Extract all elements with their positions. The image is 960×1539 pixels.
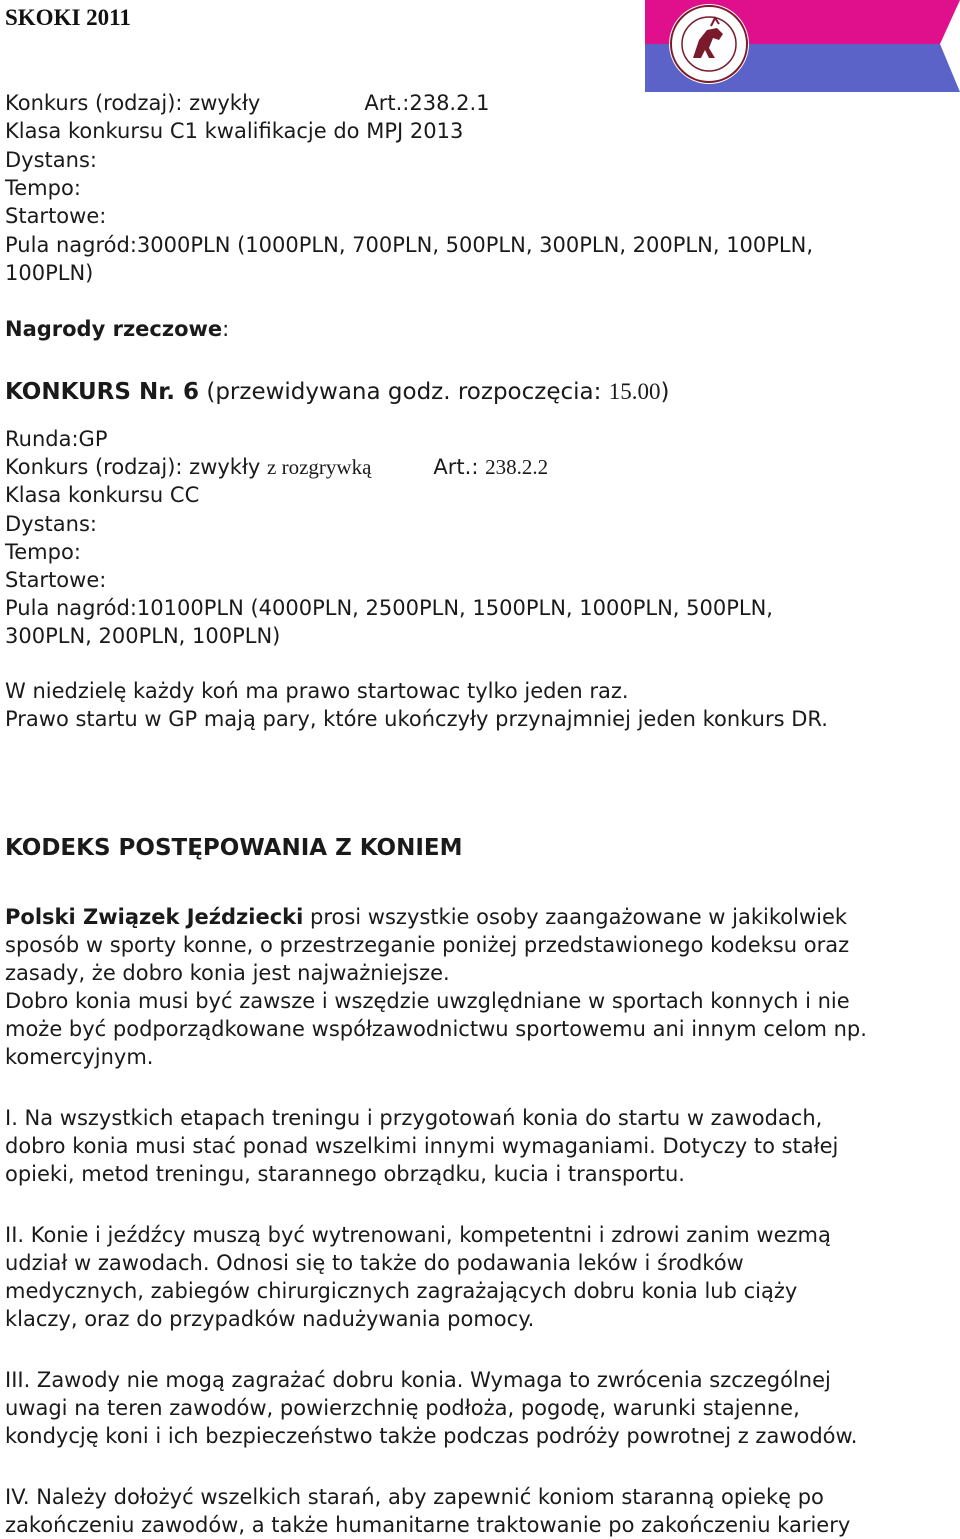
code-point-iv: IV. Należy dołożyć wszelkich starań, aby zapewnić koniom staranną opiekę po <box>5 1485 824 1509</box>
code-point-ii-line: klaczy, oraz do przypadków nadużywania pomocy. <box>5 1307 535 1331</box>
contest-type: Konkurs (rodzaj): zwykły Art.:238.2.1 <box>5 91 490 115</box>
code-point-iv-line: zakończeniu zawodów, a także humanitarne traktowanie po zakończeniu kariery <box>5 1513 851 1537</box>
code-point-i-line: dobro konia musi stać ponad wszelkimi innymi wymaganiami. Dotyczy to stałej <box>5 1134 839 1158</box>
code-para-line: komercyjnym. <box>5 1045 154 1069</box>
code-point-iii-line: kondycję koni i ich bezpieczeństwo także podczas podróży powrotnej z zawodów. <box>5 1424 858 1448</box>
code-point-iii: III. Zawody nie mogą zagrażać dobru konia. Wymaga to zwrócenia szczególnej <box>5 1368 831 1392</box>
code-point-i-line: opieki, metod treningu, starannego obrządku, kucia i transportu. <box>5 1162 685 1186</box>
contest6-tempo: Tempo: <box>5 540 81 564</box>
contest6-heading: KONKURS Nr. 6 (przewidywana godz. rozpoczęcia: 15.00) <box>5 379 670 405</box>
code-heading: KODEKS POSTĘPOWANIA Z KONIEM <box>5 835 463 861</box>
code-point-ii: II. Konie i jeźdźcy muszą być wytrenowani, kompetentni i zdrowi zanim wezmą <box>5 1223 831 1247</box>
contest6-entry-fee: Startowe: <box>5 568 107 592</box>
contest6-prize-pool-cont: 300PLN, 200PLN, 100PLN) <box>5 624 281 648</box>
pzj-logo-flag <box>645 0 960 92</box>
code-intro: Polski Związek Jeździecki prosi wszystkie osoby zaangażowane w jakikolwiek <box>5 905 848 929</box>
code-para-line: Dobro konia musi być zawsze i wszędzie uwzględniane w sportach konnych i nie <box>5 989 850 1013</box>
prizes-in-kind: Nagrody rzeczowe: <box>5 317 230 341</box>
code-para-line: może być podporządkowane współzawodnictwu sportowemu ani innym celom np. <box>5 1017 867 1041</box>
contest-tempo: Tempo: <box>5 176 81 200</box>
page-title: SKOKI 2011 <box>5 5 131 30</box>
code-point-i: I. Na wszystkich etapach treningu i przygotowań konia do startu w zawodach, <box>5 1106 823 1130</box>
code-point-ii-line: medycznych, zabiegów chirurgicznych zagrażających dobru konia lub ciąży <box>5 1279 798 1303</box>
contest6-note-gp: Prawo startu w GP mają pary, które ukończyły przynajmniej jeden konkurs DR. <box>5 707 828 731</box>
contest-distance: Dystans: <box>5 148 97 172</box>
contest6-note-sunday: W niedzielę każdy koń ma prawo startowac tylko jeden raz. <box>5 679 629 703</box>
contest-entry-fee: Startowe: <box>5 204 107 228</box>
contest6-prize-pool: Pula nagród:10100PLN (4000PLN, 2500PLN, 1500PLN, 1000PLN, 500PLN, <box>5 596 773 620</box>
code-point-iii-line: uwagi na teren zawodów, powierzchnię podłoża, pogodę, warunki stajenne, <box>5 1396 800 1420</box>
contest-prize-pool: Pula nagród:3000PLN (1000PLN, 700PLN, 500PLN, 300PLN, 200PLN, 100PLN, <box>5 233 814 257</box>
contest6-class: Klasa konkursu CC <box>5 483 200 507</box>
contest6-type: Konkurs (rodzaj): zwykły z rozgrywką Art.: 238.2.2 <box>5 455 549 479</box>
code-intro-line: sposób w sporty konne, o przestrzeganie poniżej przedstawionego kodeksu oraz <box>5 933 850 957</box>
contest-class: Klasa konkursu C1 kwalifikacje do MPJ 2013 <box>5 119 464 143</box>
contest6-round: Runda:GP <box>5 427 108 451</box>
contest-art: Art.:238.2.1 <box>364 91 490 115</box>
contest6-distance: Dystans: <box>5 512 97 536</box>
code-intro-line: zasady, że dobro konia jest najważniejsze. <box>5 961 450 985</box>
contest-prize-pool-cont: 100PLN) <box>5 261 94 285</box>
code-point-ii-line: udział w zawodach. Odnosi się to także do podawania leków i środków <box>5 1251 744 1275</box>
